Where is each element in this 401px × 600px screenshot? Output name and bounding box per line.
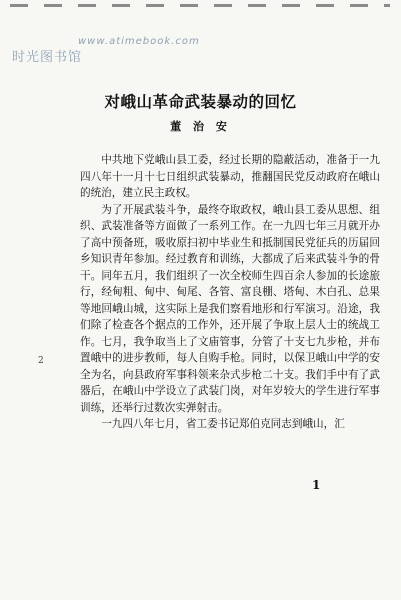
article-author: 董 治 安 <box>170 120 231 133</box>
margin-mark: 2 <box>38 356 44 366</box>
paragraph: 一九四八年七月，省工委书记郑伯克同志到峨山，汇 <box>101 418 345 430</box>
article-body <box>80 152 380 433</box>
watermark-url: www.atimebook.com <box>78 36 200 47</box>
paragraph: 为了开展武装斗争，最终夺取政权，峨山县工委从思想、组织、武装准备等方面做了一系列工作。在一九四七年三月就开办了高中预备班，吸收原扫初中毕业生和抵制国民党征兵的历届回乡知识青年参加。经过教育和训练，大都成了后来武装斗争的骨干。同年五月，我们组织了一次全校师生四百余人参加的长途旅行，经甸粗、甸中、甸尾、各管、富良棚、塔甸、木白孔、总果等地回峨山城，这实际上是我们察看地形和行军演习。沿途，我们除了检查各个据点的工作外，还开展了争取上层人士的统战工作。七月，我争取当上了文庙管事，分管了十支七九步枪，并布置峨中的进步教师，每人自购手枪。同时，以保卫峨山中学的安全为名，向县政府军事科领来杂式步枪二十支。我们手中有了武器后，在峨山中学设立了武装门岗，对年岁较大的学生进行军事训练，还举行过数次实弹射击。 <box>80 203 380 414</box>
page-number: 1 <box>312 478 321 492</box>
watermark <box>12 36 200 65</box>
paragraph: 中共地下党峨山县工委，经过长期的隐蔽活动，准备于一九四八年十一月十七日组织武装暴动，推翻国民党反动政府在峨山的统治，建立民主政权。 <box>80 154 380 199</box>
article-title: 对峨山革命武装暴动的回忆 <box>104 92 297 111</box>
watermark-site: 时光图书馆 <box>12 50 83 65</box>
top-dashed-rule <box>10 4 390 7</box>
